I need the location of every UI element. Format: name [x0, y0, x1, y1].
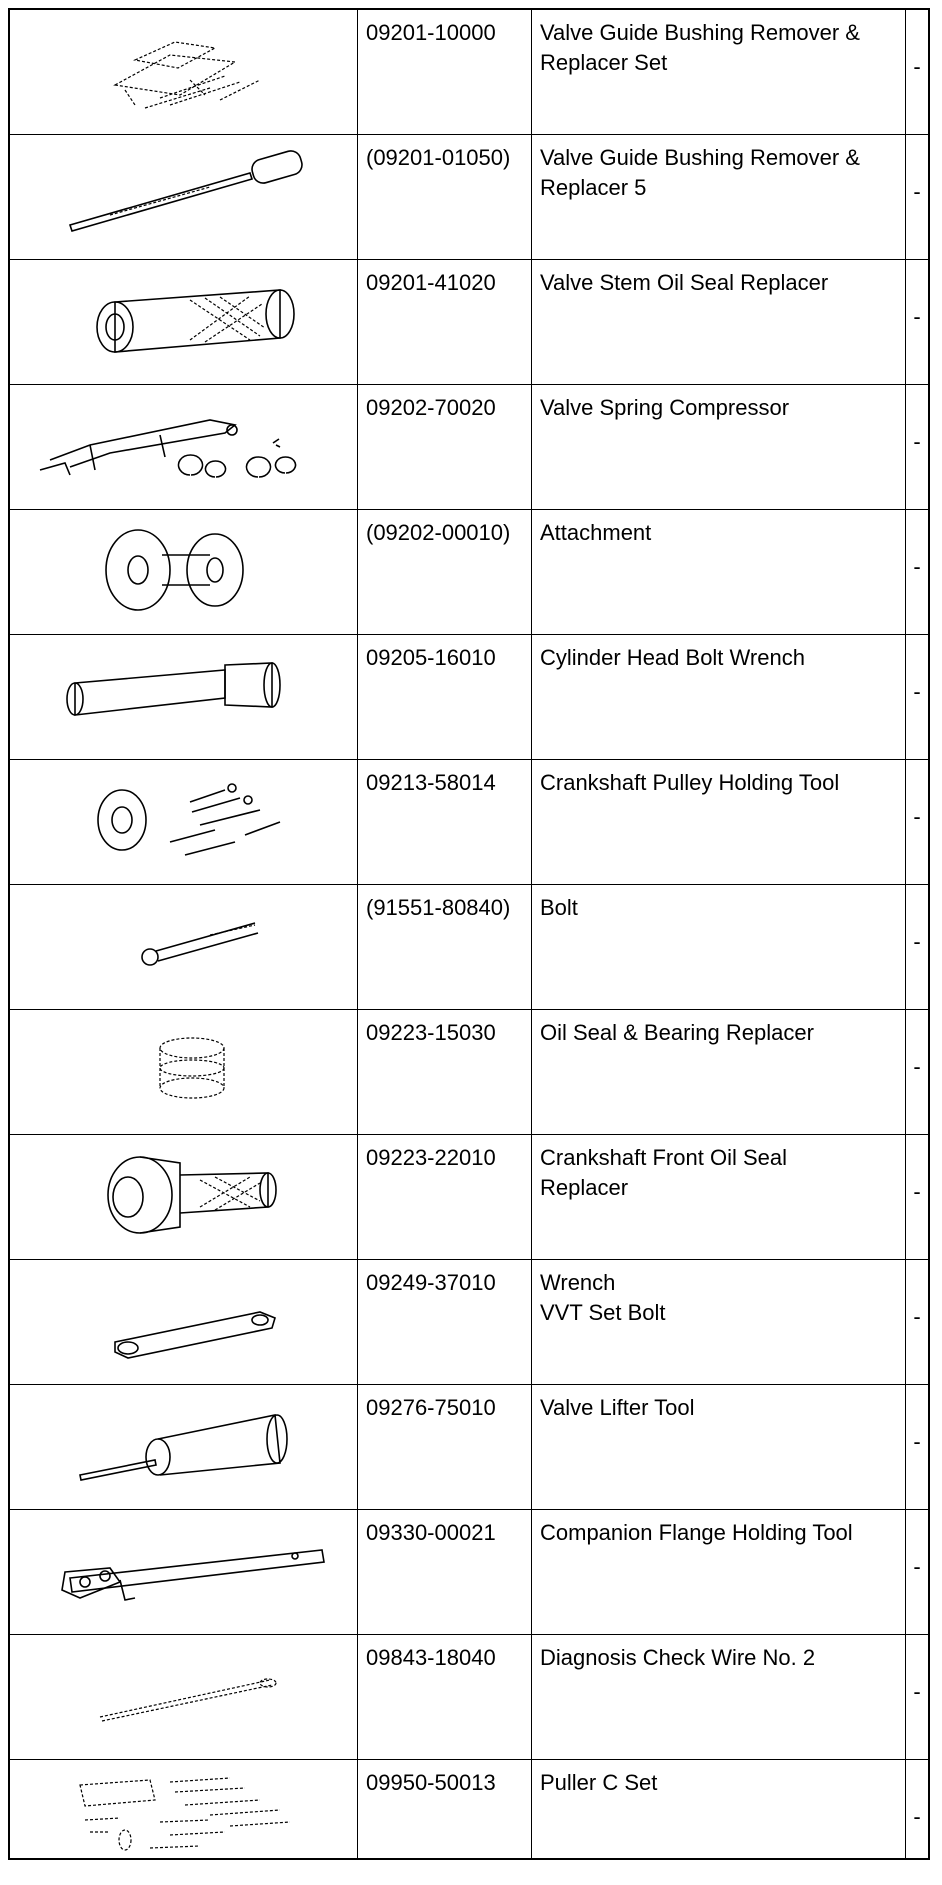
tool-name: Oil Seal & Bearing Replacer	[532, 1010, 906, 1134]
note-dash: -	[913, 804, 921, 829]
tool-name: Crankshaft Front Oil Seal Replacer	[532, 1135, 906, 1259]
valve-lifter-tool-icon	[10, 1385, 358, 1509]
front-seal-replacer-icon	[10, 1135, 358, 1259]
part-number: 09276-75010	[358, 1385, 532, 1509]
note-dash: -	[913, 1429, 921, 1454]
note-dash: -	[913, 554, 921, 579]
tool-name: Diagnosis Check Wire No. 2	[532, 1635, 906, 1759]
tool-table	[8, 8, 930, 1860]
part-number: (91551-80840)	[358, 885, 532, 1009]
part-number: 09330-00021	[358, 1510, 532, 1634]
part-number: (09201-01050)	[358, 135, 532, 259]
table-row	[10, 10, 928, 135]
tool-name: Wrench VVT Set Bolt	[532, 1260, 906, 1384]
tool-name: Companion Flange Holding Tool	[532, 1510, 906, 1634]
table-row	[10, 635, 928, 760]
tool-name: Valve Spring Compressor	[532, 385, 906, 509]
note-dash: -	[913, 1554, 921, 1579]
note-dash: -	[913, 929, 921, 954]
table-row	[10, 885, 928, 1010]
bushing-set-icon	[10, 10, 358, 134]
part-number: 09205-16010	[358, 635, 532, 759]
part-number: 09201-41020	[358, 260, 532, 384]
puller-set-icon	[10, 1760, 358, 1858]
vvt-wrench-icon	[10, 1260, 358, 1384]
spring-compressor-icon	[10, 385, 358, 509]
note-dash: -	[913, 679, 921, 704]
bearing-replacer-icon	[10, 1010, 358, 1134]
bushing-remover-icon	[10, 135, 358, 259]
part-number: 09202-70020	[358, 385, 532, 509]
table-row	[10, 385, 928, 510]
head-bolt-wrench-icon	[10, 635, 358, 759]
tool-name: Puller C Set	[532, 1760, 906, 1858]
part-number: 09249-37010	[358, 1260, 532, 1384]
bolt-icon	[10, 885, 358, 1009]
table-row	[10, 510, 928, 635]
note-dash: -	[913, 1179, 921, 1204]
note-dash: -	[913, 1804, 921, 1829]
table-row	[10, 1135, 928, 1260]
note-dash: -	[913, 54, 921, 79]
tool-name: Valve Guide Bushing Remover & Replacer 5	[532, 135, 906, 259]
table-row	[10, 260, 928, 385]
attachment-icon	[10, 510, 358, 634]
table-row	[10, 1510, 928, 1635]
check-wire-icon	[10, 1635, 358, 1759]
note-dash: -	[913, 179, 921, 204]
note-dash: -	[913, 1679, 921, 1704]
note-dash: -	[913, 1304, 921, 1329]
tool-name: Attachment	[532, 510, 906, 634]
table-row	[10, 135, 928, 260]
part-number: 09843-18040	[358, 1635, 532, 1759]
note-dash: -	[913, 304, 921, 329]
part-number: 09223-15030	[358, 1010, 532, 1134]
tool-name: Valve Stem Oil Seal Replacer	[532, 260, 906, 384]
tool-name: Cylinder Head Bolt Wrench	[532, 635, 906, 759]
pulley-holding-tool-icon	[10, 760, 358, 884]
tool-name: Bolt	[532, 885, 906, 1009]
table-row	[10, 1385, 928, 1510]
tool-name: Valve Guide Bushing Remover & Replacer Set	[532, 10, 906, 134]
part-number: 09223-22010	[358, 1135, 532, 1259]
table-row	[10, 1635, 928, 1760]
part-number: 09201-10000	[358, 10, 532, 134]
oil-seal-replacer-icon	[10, 260, 358, 384]
table-row	[10, 1260, 928, 1385]
part-number: 09950-50013	[358, 1760, 532, 1858]
table-row	[10, 760, 928, 885]
part-number: 09213-58014	[358, 760, 532, 884]
note-dash: -	[913, 429, 921, 454]
flange-holding-tool-icon	[10, 1510, 358, 1634]
tool-name: Valve Lifter Tool	[532, 1385, 906, 1509]
table-row	[10, 1760, 928, 1858]
part-number: (09202-00010)	[358, 510, 532, 634]
tool-name: Crankshaft Pulley Holding Tool	[532, 760, 906, 884]
note-dash: -	[913, 1054, 921, 1079]
table-row	[10, 1010, 928, 1135]
